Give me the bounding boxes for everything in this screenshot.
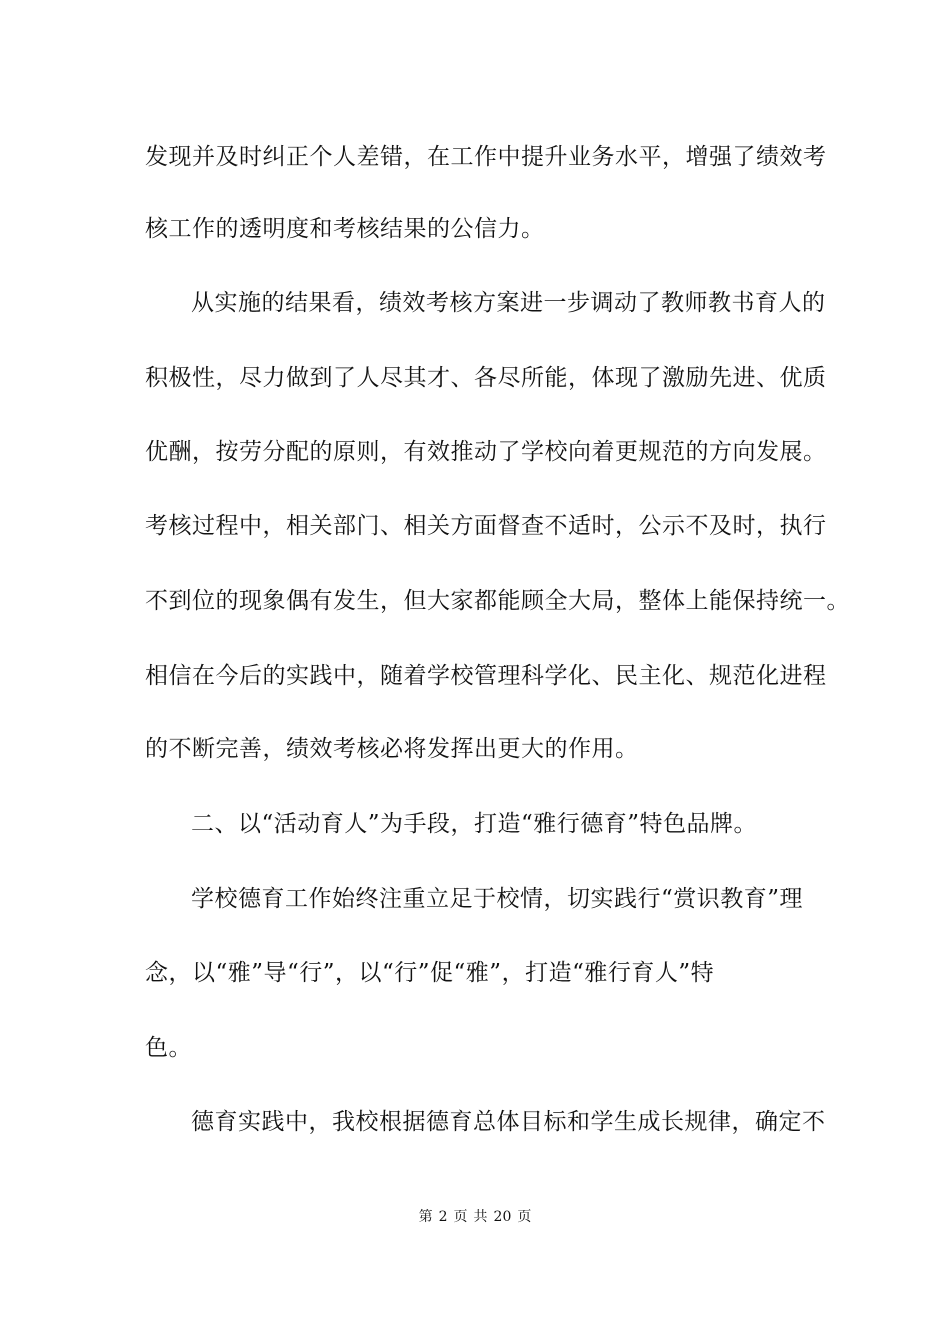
body-text-line: 的不断完善，绩效考核必将发挥出更大的作用。: [145, 736, 639, 762]
page-footer: [0, 1207, 950, 1227]
total-page-count: 20: [493, 1209, 512, 1225]
body-text-line: 发现并及时纠正个人差错，在工作中提升业务水平，增强了绩效考: [145, 144, 827, 170]
body-text-line: 念，以“雅”导“行”，以“行”促“雅”，打造“雅行育人”特: [145, 960, 715, 986]
footer-page-label: 页: [453, 1209, 468, 1225]
body-text-line: 考核过程中，相关部门、相关方面督查不适时，公示不及时，执行: [145, 513, 827, 539]
body-text-line: 色。: [145, 1035, 192, 1061]
footer-total-label: 共: [473, 1209, 488, 1225]
paragraph-first-line: 从实施的结果看，绩效考核方案进一步调动了教师教书育人的: [191, 290, 826, 316]
body-text-line: 核工作的透明度和考核结果的公信力。: [145, 216, 545, 242]
footer-suffix: 页: [517, 1209, 532, 1225]
paragraph-first-line: 学校德育工作始终注重立足于校情，切实践行“赏识教育”理: [191, 886, 804, 912]
paragraph-first-line: 德育实践中，我校根据德育总体目标和学生成长规律，确定不: [191, 1109, 826, 1135]
footer-prefix: 第: [418, 1209, 433, 1225]
body-text-line: 积极性，尽力做到了人尽其才、各尽所能，体现了激励先进、优质: [145, 365, 827, 391]
body-text-line: 优酬，按劳分配的原则，有效推动了学校向着更规范的方向发展。: [145, 439, 827, 465]
section-heading: 二、以“活动育人”为手段，打造“雅行德育”特色品牌。: [191, 811, 758, 837]
body-text-line: 不到位的现象偶有发生，但大家都能顾全大局，整体上能保持统一。: [145, 588, 850, 614]
current-page-number: 2: [438, 1209, 448, 1225]
body-text-line: 相信在今后的实践中，随着学校管理科学化、民主化、规范化进程: [145, 663, 827, 689]
